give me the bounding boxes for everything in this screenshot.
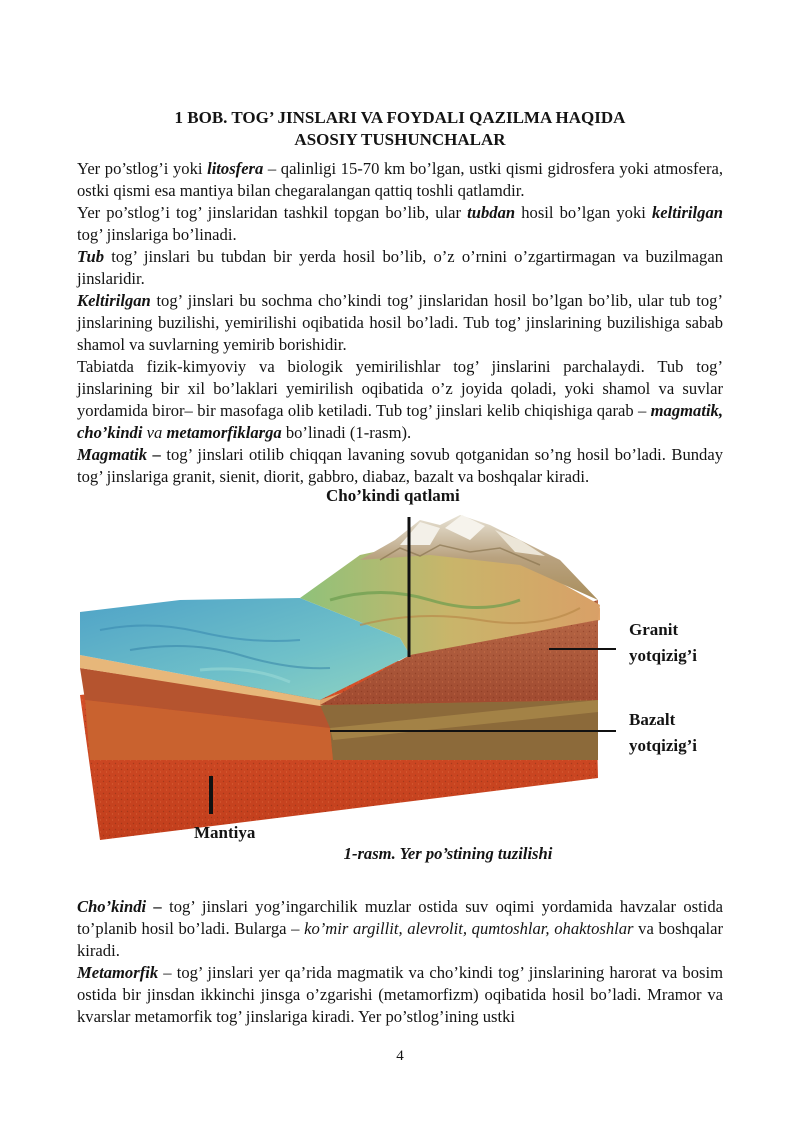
term-magmatik: Magmatik – bbox=[77, 445, 161, 464]
paragraph-metamorfik: Metamorfik – tog’ jinslari yer qa’rida magmatik va cho’kindi tog’ jinslarining harorat va bosim ostida bir jinsdan ikkinchi jinsga o’zgarishi (metamorfizm) oqibatida hosil bo’ladi. Mramor va kvarslar metamorfik tog’ jinslariga kiradi. Yer po’stlog’ining ustki bbox=[77, 963, 723, 1026]
label-mantle: Mantiya bbox=[194, 823, 256, 842]
paragraph-litosfera: Yer po’stlog’i yoki litosfera – qalinligi 15-70 km bo’lgan, ustki qismi gidrosfera yoki atmosfera, ostki qismi esa mantiya bilan chegaralangan qattiq toshli qatlamdir. bbox=[77, 159, 723, 200]
paragraph-rock-types: Yer po’stlog’i tog’ jinslaridan tashkil topgan bo’lib, ular tubdan hosil bo’lgan yoki keltirilgan tog’ jinslariga bo’linadi. bbox=[77, 203, 723, 244]
term-tub: Tub bbox=[77, 247, 105, 266]
page-number: 4 bbox=[396, 1048, 404, 1064]
label-sediment-layer: Cho’kindi qatlami bbox=[326, 486, 460, 505]
figure-caption: 1-rasm. Yer po’stining tuzilishi bbox=[343, 844, 553, 863]
term-litosfera: litosfera bbox=[207, 159, 264, 178]
paragraph-weathering: Tabiatda fizik-kimyoviy va biologik yemirilishlar tog’ jinslarini parchalaydi. Tub tog’ jinslarining bir xil bo’laklari yemirilish oqibatida o’z joyida qoladi, yoki shamol va suvlar yordamida biror– bir masofaga olib ketiladi. Tub tog’ jinslari kelib chiqishiga qarab – magmatik, cho’kindi va metamorfiklarga bo’linadi (1-rasm). bbox=[77, 357, 723, 442]
sedimentary-rock-list: ko’mir argillit, alevrolit, qumtoshlar, ohaktoshlar bbox=[304, 919, 634, 938]
chapter-title-line-2: ASOSIY TUSHUNCHALAR bbox=[294, 130, 506, 149]
label-granite-line-1: Granit bbox=[629, 620, 679, 639]
term-keltirilgan: keltirilgan bbox=[651, 203, 723, 222]
term-keltirilgan-def: Keltirilgan bbox=[77, 291, 151, 310]
term-metamorfik: Metamorfik bbox=[77, 963, 159, 982]
paragraph-magmatik: Magmatik – tog’ jinslari otilib chiqqan lavaning sovub qotganidan so’ng hosil bo’ladi. Bunday tog’ jinslariga granit, sienit, diorit, gabbro, diabaz, bazalt va boshqalar kiradi. bbox=[77, 445, 723, 486]
text-block-bottom bbox=[77, 896, 723, 1028]
chapter-title-line-1: 1 BOB. TOG’ JINSLARI VA FOYDALI QAZILMA HAQIDA bbox=[174, 108, 626, 127]
label-basalt-line-2: yotqizig’i bbox=[629, 736, 697, 755]
label-basalt-line-1: Bazalt bbox=[629, 710, 676, 729]
term-chokindi: Cho’kindi – bbox=[77, 897, 162, 916]
paragraph-keltirilgan: Keltirilgan tog’ jinslari bu sochma cho’kindi tog’ jinslaridan hosil bo’lgan bo’lib, ular tub tog’ jinslarining buzilishi, yemirilishi oqibatida hosil bo’ladi. Tub tog’ jinslarining buzilishiga sabab shamol va suvlarning yemirib borishidir. bbox=[77, 291, 723, 354]
label-granite-line-2: yotqizig’i bbox=[629, 646, 697, 665]
term-tubdan: tubdan bbox=[467, 203, 516, 222]
paragraph-tub: Tub tog’ jinslari bu tubdan bir yerda hosil bo’lib, o’z o’rnini o’zgartirmagan va buzilmagan jinslaridir. bbox=[77, 247, 723, 288]
paragraph-chokindi: Cho’kindi – tog’ jinslari yog’ingarchilik muzlar ostida suv oqimi yordamida havzalar ostida to’planib hosil bo’ladi. Bularga – ko’mir argillit, alevrolit, qumtoshlar, ohaktoshlar va boshqalar kiradi. bbox=[77, 897, 724, 960]
term-magmatik-chokindi: magmatik, cho’kindi bbox=[77, 401, 723, 442]
term-metamorfiklarga: metamorfiklarga bbox=[166, 423, 282, 442]
